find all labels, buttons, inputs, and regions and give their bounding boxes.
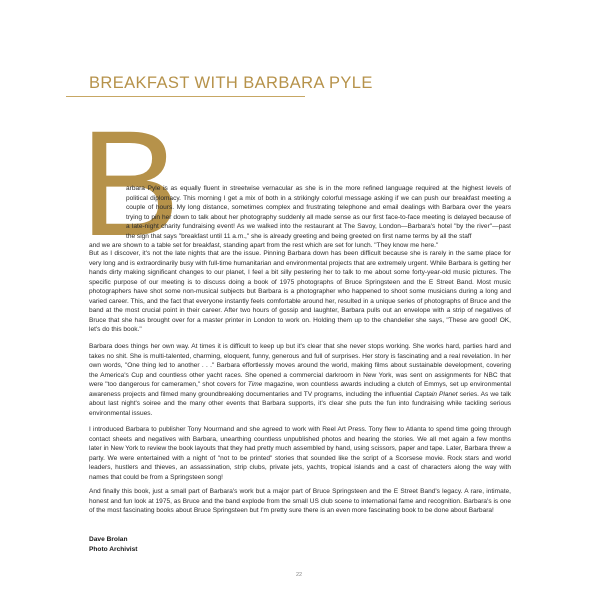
paragraph-3-text-b: magazine, won countless awards including a clutch of Emmys, set up environmental awareness projects and filmed many groundbreaking documentaries and TV programs, including the influential — [89, 381, 511, 398]
signature-block — [89, 535, 137, 554]
paragraph-1-indented-text: arbara Pyle is as equally fluent in streetwise vernacular as she is in the more refined language required at the highest levels of political diplomacy. This morning I get a mix of both in a strikingly colorful message asking if we can push our breakfast meeting a couple of hours. My long distance, sometimes complex and frustrating telephone and email dealings with Barbara over the years trying to pin her down to talk about her photography suddenly all made sense as our first face-to-face meeting is delayed because of a late-night charity fundraising event! As we walked into the restaurant at The Savoy, London—Barbara's hotel "by the river"—past the sign that says "breakfast until 11 a.m.," she is already greeting and being greeted on first name terms by all the staff — [126, 185, 511, 240]
signature-name: Dave Brolan — [89, 536, 128, 543]
page-title: BREAKFAST WITH BARBARA PYLE — [89, 74, 373, 92]
paragraph-5: And finally this book, just a small part of Barbara's work but a major part of Bruce Springsteen and the E Street Band's legacy. A rare, intimate, honest and fun look at 1975, as Bruce and the band explode from the small US club scene to international fame and recognition. Barbara's is one of the most fascinating books about Bruce Springsteen but I'm pretty sure there is an even more fascinating book to be done about Barbara! — [89, 488, 511, 514]
paragraph-2: But as I discover, it's not the late nights that are the issue. Pinning Barbara down has been difficult because she is rarely in the same place for very long and is extraordinarily busy with full-time humanitarian and environmental projects that are extremely urgent. While Barbara is getting her hands dirty making significant changes to our planet, I feel a bit silly pestering her to talk to me about some forty-year-old music pictures. The specific purpose of our meeting is to discuss doing a book of 1975 photographs of Bruce Springsteen and the E Street Band. Most music photographers have shot some non-musical subjects but Barbara is a photographer who happened to shoot some musicians during a long and varied career. This, and the fact that everyone instantly feels comfortable around her, resulted in a unique series of photographs of Bruce and the band at the most crucial point in their career. After two hours of gossip and laughter, Barbara pulls out an envelope with a strip of negatives of Bruce that she has brought over for a master printer in London to work on. Holding them up to the chandelier she says, "These are good! OK, let's do this book." — [89, 250, 511, 333]
paragraph-3-italic-time: Time — [247, 381, 263, 388]
signature-role: Photo Archivist — [89, 545, 138, 553]
paragraph-3 — [89, 342, 511, 418]
page-number: 22 — [296, 572, 303, 578]
paragraph-3-text-a: Barbara does things her own way. At times it is difficult to keep up but it's clear that she never stops working. She works hard, parties hard and takes no shit. She is multi-talented, charming, eloquent, funny, generous and full of surprises. Her story is fascinating and a real revelation. In her own words, "One thing led to another . . ." Barbara effortlessly moves around the world, making films about sustainable development, covering the America's Cup and countless other yacht races. She opened a commercial darkroom in New York, was sent on assignments for NBC that were "too dangerous for cameramen," shot covers for — [89, 343, 511, 388]
paragraph-4: I introduced Barbara to publisher Tony Nourmand and she agreed to work with Reel Art Press. Tony flew to Atlanta to spend time going through contact sheets and negatives with Barbara, unearthing countless unpublished photos and hearing the stories. We all met again a few months later in New York to review the book layouts that they had pretty much assembled by hand, using scissors, paper and tape. Later, Barbara threw a party. We were entertained with a night of "not to be printed" stories that sounded like the script of a Scorsese movie. Rock stars and world leaders, hustlers and thieves, an assassination, strip clubs, private jets, yachts, tropical islands and a cast of characters along the way with names that could be from a Springsteen song! — [89, 426, 511, 481]
paragraph-3-italic-captain-planet: Captain Planet — [414, 390, 458, 398]
drop-cap-letter: B — [80, 99, 181, 267]
title-rule — [66, 96, 305, 97]
paragraph-1-continued-text: and we are shown to a table set for breakfast, standing apart from the rest which are set for lunch. "They know me here." — [89, 242, 439, 249]
paragraph-1 — [89, 184, 511, 251]
paragraph-3-text-c: series. As we talk about last night's soiree and the many other events that Barbara supports, it's clear she puts the fun into fundraising while tackling serious environmental issues. — [89, 390, 511, 417]
